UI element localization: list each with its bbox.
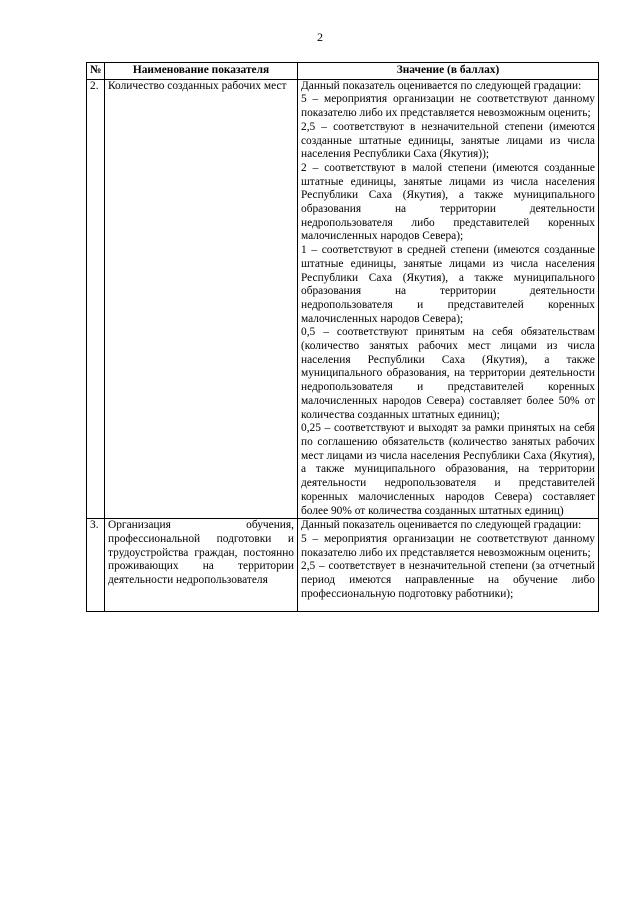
value-paragraph: 0,25 – соответствуют и выходят за рамки принятых на себя по соглашению обязательств (количество занятых рабочих мест лицами из числа населения Республики Саха (Якутия), а также муниципального образования, на территории деятельности недропользователя и представителей коренных малочисленных народов Севера) составляет более 90% от количества созданных штатных единиц) — [301, 422, 595, 517]
row-name: Количество созданных рабочих мест — [105, 79, 298, 519]
value-paragraph: 1 – соответствуют в средней степени (имеются созданные штатные единицы, занятые лицами из числа населения Республики Саха (Якутия), а также муниципального образования на территории деятельности недропользователя и представителей коренных малочисленных народов Севера); — [301, 244, 595, 325]
row-num: 3. — [87, 519, 105, 612]
row-value — [298, 79, 599, 519]
header-value: Значение (в баллах) — [298, 63, 599, 80]
table-row — [87, 519, 599, 612]
value-paragraph: 0,5 – соответствуют принятым на себя обязательствам (количество занятых рабочих мест лицами из числа населения Республики Саха (Якутия), а также муниципального образования, на территории деятельности недропользователя и представителей коренных малочисленных народов Севера) составляет более 50% от количества созданных штатных единиц); — [301, 326, 595, 421]
row-num: 2. — [87, 79, 105, 519]
value-paragraph: Данный показатель оценивается по следующей градации: — [301, 79, 582, 92]
header-name: Наименование показателя — [105, 63, 298, 80]
value-paragraph: 2,5 – соответствует в незначительной степени (за отчетный период имеются направленные на обучение либо профессиональную подготовку работники); — [301, 560, 595, 600]
indicators-table — [86, 62, 599, 612]
value-paragraph: 2,5 – соответствуют в незначительной степени (имеются созданные штатные единицы, занятые лицами из числа населения Республики Саха (Якутия)); — [301, 120, 595, 161]
page-number: 2 — [317, 30, 323, 44]
table-header-row — [87, 63, 599, 80]
value-paragraph: 5 – мероприятия организации не соответствуют данному показателю либо их представляется невозможным оценить; — [301, 93, 595, 120]
value-paragraph: 5 – мероприятия организации не соответствуют данному показателю либо их представляется невозможным оценить; — [301, 532, 595, 559]
row-value — [298, 519, 599, 612]
header-num: № — [87, 63, 105, 80]
value-paragraph: Данный показатель оценивается по следующей градации: — [301, 519, 582, 532]
value-paragraph: 2 – соответствуют в малой степени (имеются созданные штатные единицы, занятые лицами из числа населения Республики Саха (Якутия), а также муниципального образования на территории деятельности недропользователя либо представителей коренных малочисленных народов Севера); — [301, 161, 595, 243]
row-name: Организация обучения, профессиональной подготовки и трудоустройства граждан, постоянно проживающих на территории деятельности недропользователя — [105, 519, 298, 612]
table-row — [87, 79, 599, 519]
